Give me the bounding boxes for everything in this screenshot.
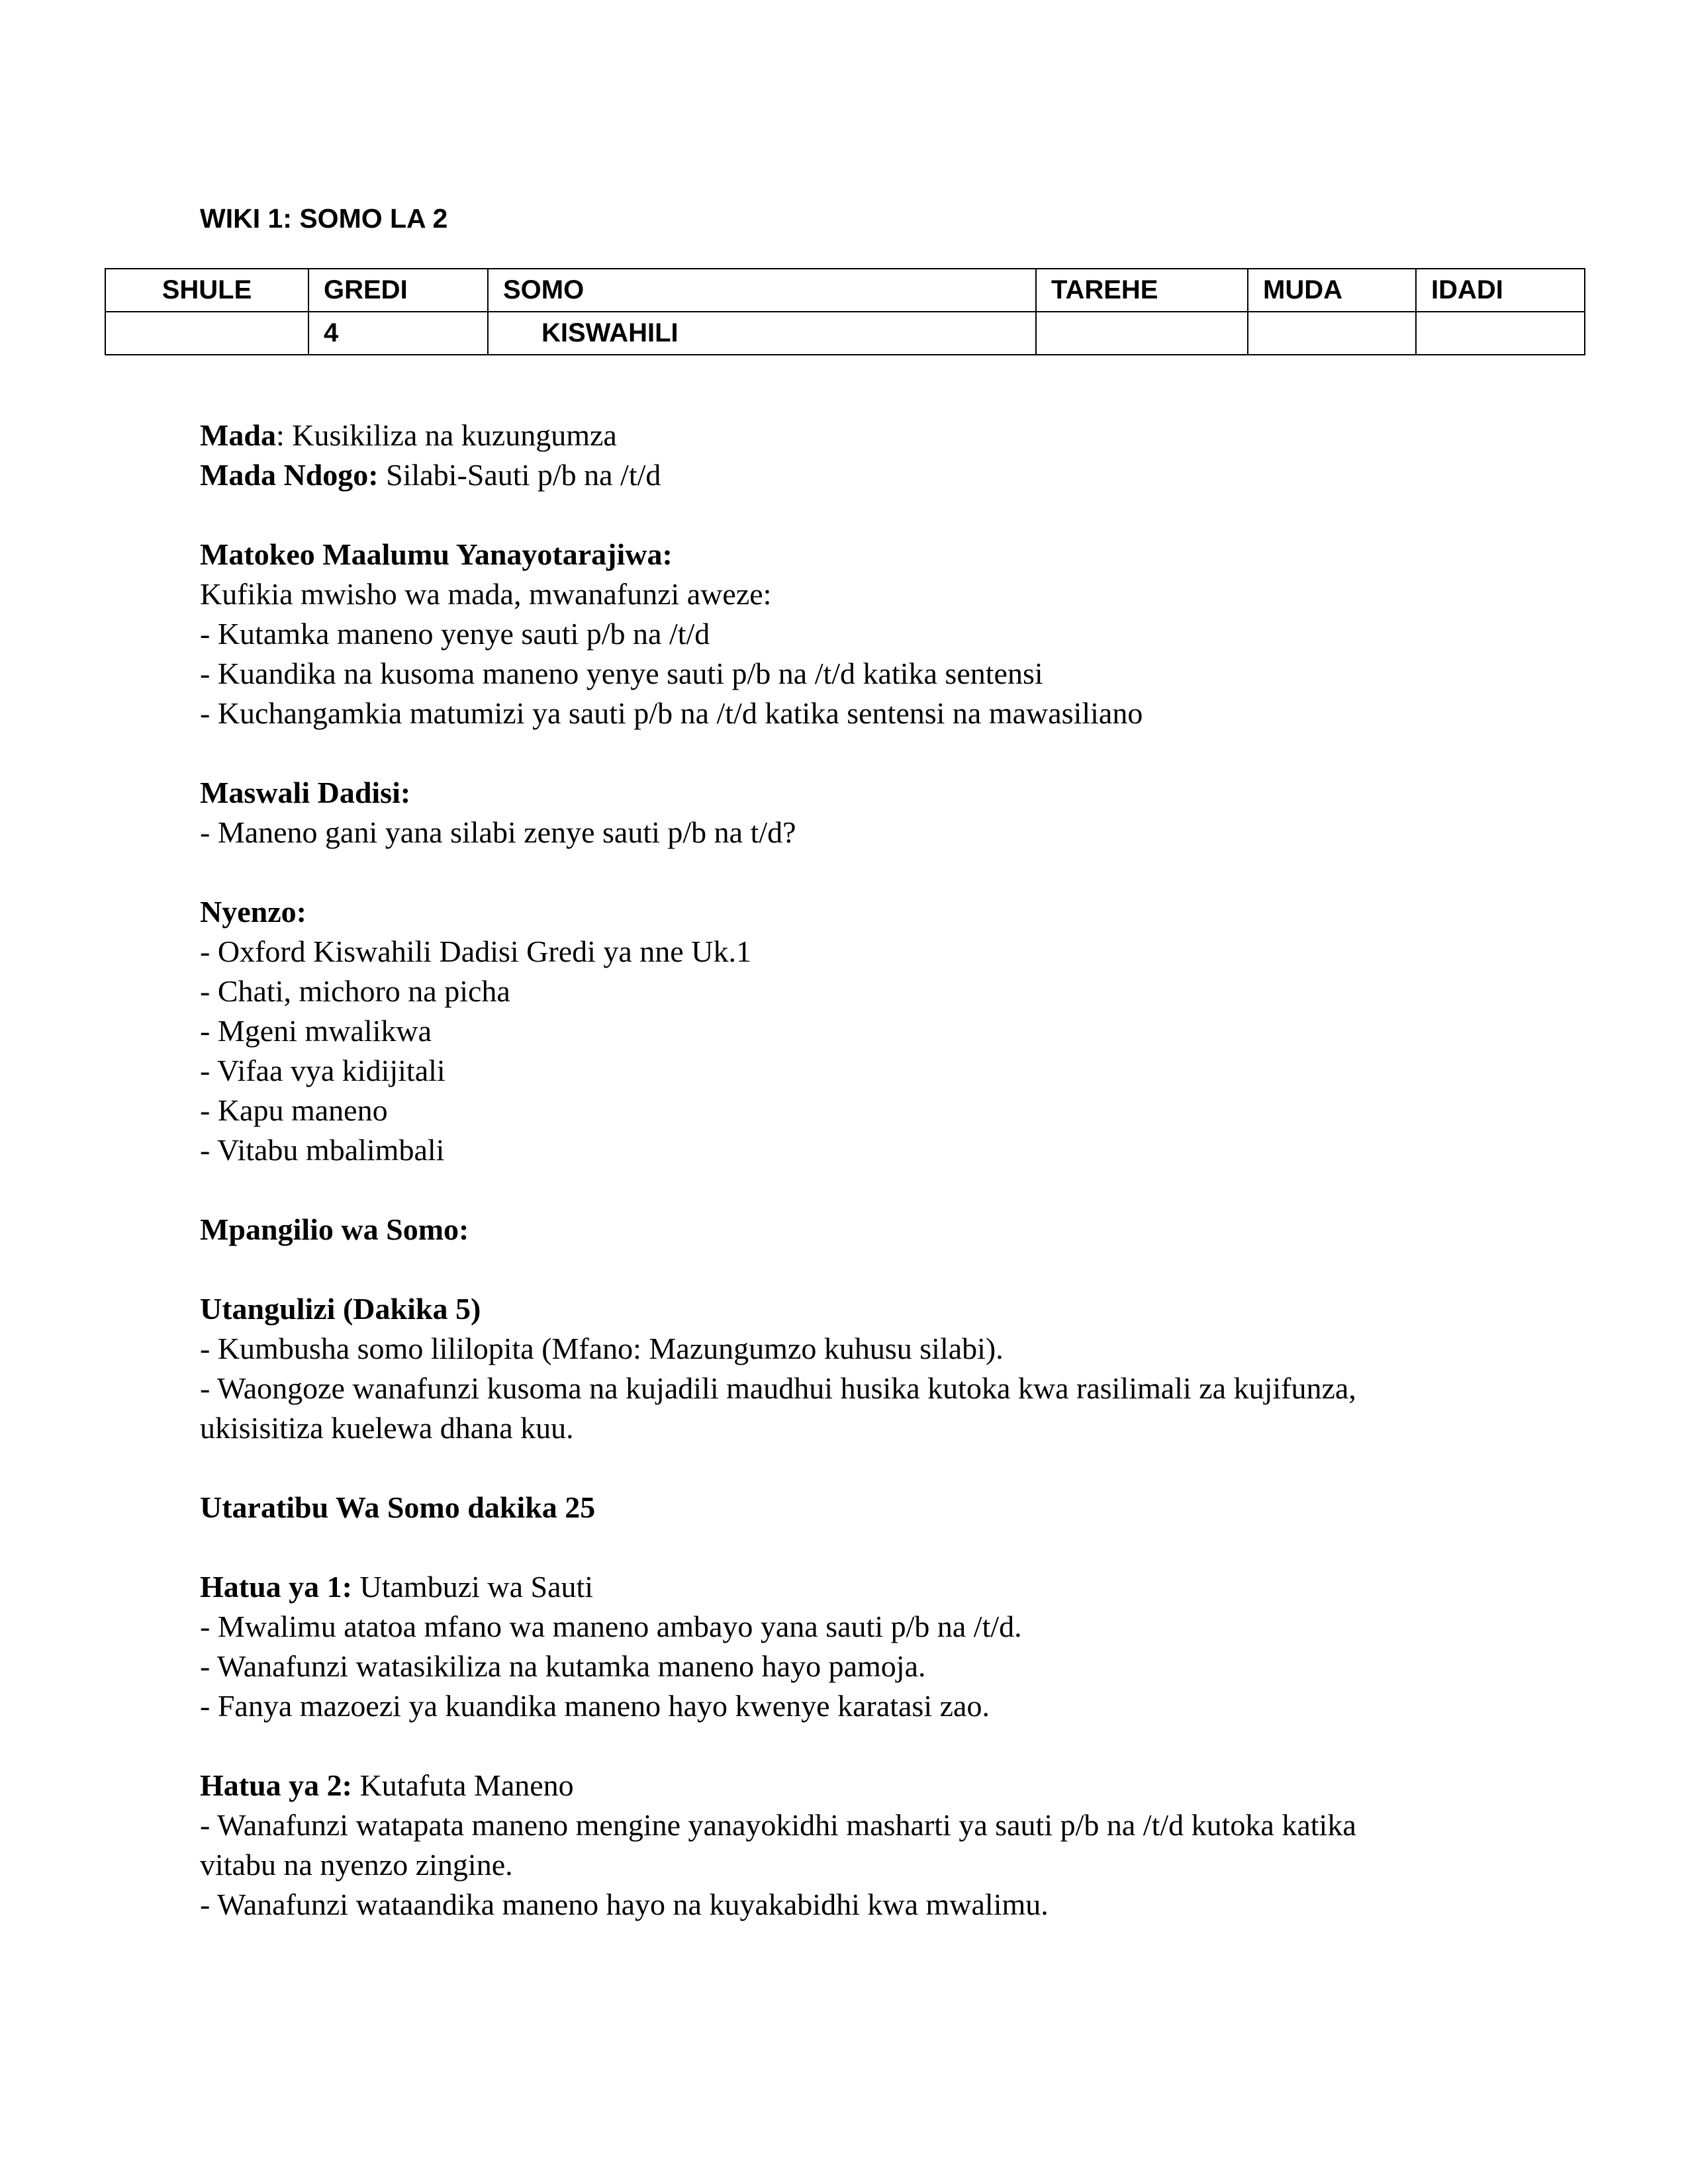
table-header-row [105, 269, 1585, 312]
subtopic-line [200, 455, 1524, 495]
intro-section-title: Utangulizi (Dakika 5) [200, 1292, 481, 1326]
plan-title: Mpangilio wa Somo: [200, 1212, 469, 1246]
step1-heading [200, 1567, 1524, 1607]
step1-label: Hatua ya 1: [200, 1570, 352, 1604]
cell-idadi [1416, 312, 1585, 355]
list-item: - Vifaa vya kidijitali [200, 1054, 445, 1087]
step2-label: Hatua ya 2: [200, 1768, 352, 1802]
header-somo: SOMO [488, 269, 1036, 312]
lesson-info-table [105, 268, 1585, 355]
list-item: vitabu na nyenzo zingine. [200, 1848, 513, 1882]
table-row [105, 312, 1585, 355]
header-idadi: IDADI [1416, 269, 1585, 312]
topic-line [200, 416, 1524, 455]
list-item: - Kuchangamkia matumizi ya sauti p/b na /t/d katika sentensi na mawasiliano [200, 696, 1143, 730]
cell-muda [1248, 312, 1416, 355]
topic-value: : Kusikiliza na kuzungumza [276, 418, 617, 452]
subtopic-value: Silabi-Sauti p/b na /t/d [378, 458, 661, 492]
topic-label: Mada [200, 418, 276, 452]
outcomes-intro: Kufikia mwisho wa mada, mwanafunzi aweze: [200, 577, 772, 611]
header-muda: MUDA [1248, 269, 1416, 312]
list-item: - Fanya mazoezi ya kuandika maneno hayo kwenye karatasi zao. [200, 1689, 990, 1723]
list-item: - Mwalimu atatoa mfano wa maneno ambayo yana sauti p/b na /t/d. [200, 1610, 1022, 1643]
step2-title: Kutafuta Maneno [352, 1768, 574, 1802]
list-item: - Kumbusha somo lililopita (Mfano: Mazungumzo kuhusu silabi). [200, 1332, 1004, 1365]
list-item: - Waongoze wanafunzi kusoma na kujadili maudhui husika kutoka kwa rasilimali za kujifunza, [200, 1371, 1356, 1405]
list-item: - Maneno gani yana silabi zenye sauti p/b na t/d? [200, 815, 796, 849]
list-item: ukisisitiza kuelewa dhana kuu. [200, 1411, 574, 1445]
list-item: - Kuandika na kusoma maneno yenye sauti p/b na /t/d katika sentensi [200, 657, 1043, 690]
header-gredi: GREDI [308, 269, 488, 312]
list-item: - Oxford Kiswahili Dadisi Gredi ya nne Uk.1 [200, 934, 751, 968]
list-item: - Vitabu mbalimbali [200, 1133, 445, 1167]
list-item: - Kutamka maneno yenye sauti p/b na /t/d [200, 617, 710, 651]
list-item: - Kapu maneno [200, 1093, 388, 1127]
cell-gredi: 4 [308, 312, 488, 355]
procedure-title: Utaratibu Wa Somo dakika 25 [200, 1490, 596, 1524]
header-tarehe: TAREHE [1036, 269, 1248, 312]
step1-title: Utambuzi wa Sauti [352, 1570, 594, 1604]
resources-title: Nyenzo: [200, 895, 306, 929]
list-item: - Chati, michoro na picha [200, 974, 510, 1008]
lesson-content [200, 416, 1524, 1925]
cell-somo: KISWAHILI [488, 312, 1036, 355]
page-heading: WIKI 1: SOMO LA 2 [200, 203, 448, 234]
header-shule: SHULE [105, 269, 308, 312]
questions-title: Maswali Dadisi: [200, 776, 411, 809]
cell-tarehe [1036, 312, 1248, 355]
list-item: - Mgeni mwalikwa [200, 1014, 432, 1048]
list-item: - Wanafunzi watasikiliza na kutamka maneno hayo pamoja. [200, 1649, 926, 1683]
cell-shule [105, 312, 308, 355]
list-item: - Wanafunzi watapata maneno mengine yanayokidhi masharti ya sauti p/b na /t/d kutoka katika [200, 1808, 1356, 1842]
list-item: - Wanafunzi wataandika maneno hayo na kuyakabidhi kwa mwalimu. [200, 1888, 1049, 1921]
step2-heading [200, 1766, 1524, 1805]
subtopic-label: Mada Ndogo: [200, 458, 379, 492]
outcomes-title: Matokeo Maalumu Yanayotarajiwa: [200, 537, 673, 571]
